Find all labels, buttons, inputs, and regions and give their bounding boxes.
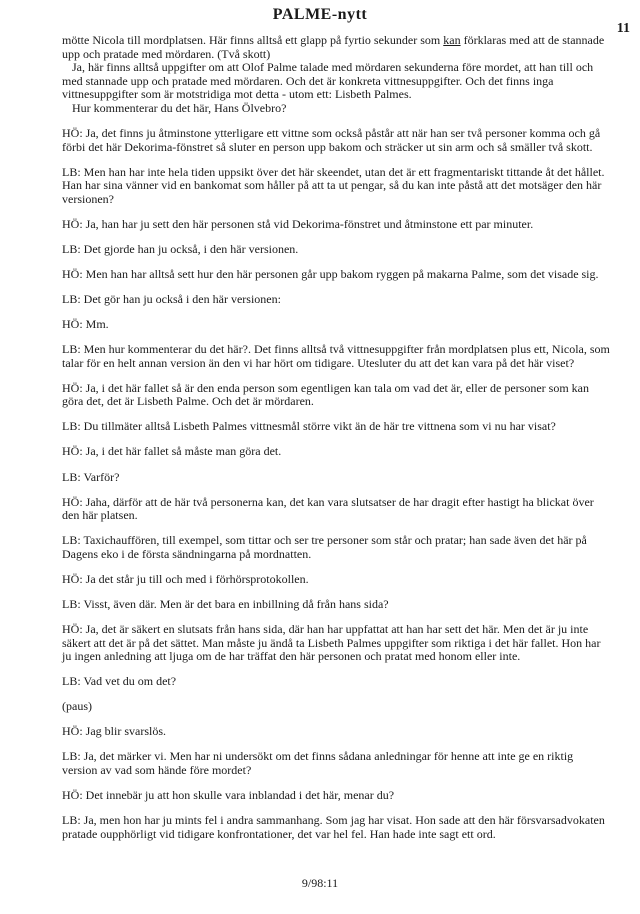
page-number: 11	[616, 21, 630, 36]
dialogue-line: LB: Ja, men hon har ju mints fel i andra sammanhang. Som jag har visat. Hon sade att den här försvarsadvokaten pratade oupphörligt vid tidigare konfrontationer, det var hel fel. Han hade inte sagt ett ord.	[62, 813, 605, 841]
intro-paragraph-3: Hur kommenterar du det här, Hans Ölvebro?	[72, 100, 287, 115]
dialogue-line: HÖ: Ja, det är säkert en slutsats från hans sida, där han har uppfattat att han har sett det här. Men det är ju inte säkert att det är på det sättet. Man måste ju ändå ta Lisbeth Palmes uppgifter som riktiga i det här fallet. Hon har ju ingen anledning att ljuga om de har träffat den här personen och pratat med honom eller inte.	[62, 622, 601, 663]
dialogue-line: HÖ: Jag blir svarslös.	[62, 724, 166, 739]
dialogue-line: HÖ: Ja, i det här fallet så är den enda person som egentligen kan tala om vad det är, eller de personer som kan göra det, det är Lisbeth Palme. Och det är mördaren.	[62, 380, 589, 409]
dialogue-line: LB: Du tillmäter alltså Lisbeth Palmes vittnesmål större vikt än de här tre vittnena som vi nu har visat?	[62, 419, 556, 434]
intro-text-a: mötte Nicola till mordplatsen. Här finns alltså ett glapp på fyrtio sekunder som	[62, 33, 444, 47]
intro-section	[62, 34, 610, 115]
dialogue-line: HÖ: Det innebär ju att hon skulle vara inblandad i det här, menar du?	[62, 787, 395, 802]
dialogue-line: LB: Taxichauffören, till exempel, som tittar och ser tre personer som står och pratar; han sade även det här på Dagens eko i de första sändningarna på mordnatten.	[62, 533, 587, 561]
dialogue-line: HÖ: Jaha, därför att de här två personerna kan, det kan vara slutsatser de har dragit efter hastigt ha blickat över den här platsen.	[62, 494, 594, 523]
underlined-word: kan	[443, 33, 461, 47]
dialogue	[62, 127, 610, 841]
dialogue-line: HÖ: Ja, han har ju sett den här personen stå vid Dekorima-fönstret und åtminstone ett par minuter.	[62, 216, 534, 231]
dialogue-line: LB: Visst, även där. Men är det bara en inbillning då från hans sida?	[62, 596, 389, 611]
dialogue-line: LB: Det gör han ju också i den här versionen:	[62, 291, 281, 306]
dialogue-line: LB: Men han har inte hela tiden uppsikt över det här skeendet, utan det är ett fragmentariskt tittande åt det hållet. Han har sina vänner vid en bankomat som håller på att ta ut pengar, så du kan inte påstå att det motsäger den här versionen?	[62, 164, 605, 206]
page-title: PALME-nytt	[272, 6, 368, 23]
intro-text-b: förklaras med att de stannade upp och pratade med mördaren. (Två skott)	[62, 33, 605, 61]
dialogue-line: HÖ: Men han har alltså sett hur den här personen går upp bakom ryggen på makarna Palme, som det visade sig.	[62, 266, 599, 281]
dialogue-line: HÖ: Mm.	[62, 317, 109, 332]
dialogue-line: HÖ: Ja, i det här fallet så måste man göra det.	[62, 444, 282, 459]
article-body	[62, 34, 610, 853]
dialogue-line: LB: Vad vet du om det?	[62, 674, 177, 689]
intro-paragraph-1	[62, 34, 610, 61]
dialogue-line: LB: Men hur kommenterar du det här?. Det finns alltså två vittnesuppgifter från mordplatsen plus ett, Nicola, som talar för en helt annan version än den vi har hört om tidigare. Utesluter du att det kan vara på det här viset?	[62, 342, 610, 370]
dialogue-line: (paus)	[62, 699, 92, 714]
footer-issue-code: 9/98:11	[301, 876, 339, 890]
dialogue-line: LB: Varför?	[62, 469, 120, 484]
dialogue-line: HÖ: Ja det står ju till och med i förhörsprotokollen.	[62, 571, 309, 586]
intro-paragraph-2: Ja, här finns alltså uppgifter om att Olof Palme talade med mördaren sekunderna före mordet, att han till och med stannade upp och pratade med mördaren. Och det är konkreta vittnesuppgifter. Och det finns inga vittnesuppgifter som är motstridiga mot detta - utom ett: Lisbeth Palmes.	[62, 60, 594, 101]
dialogue-line: LB: Det gjorde han ju också, i den här versionen.	[62, 241, 299, 256]
dialogue-line: LB: Ja, det märker vi. Men har ni undersökt om det finns sådana anledningar för henne att inte ge en riktig version av vad som hände före mordet?	[62, 749, 574, 777]
dialogue-line: HÖ: Ja, det finns ju åtminstone ytterligare ett vittne som också påstår att när han ser två personer komma och gå förbi det här Dekorima-fönstret så sluter en person upp bakom och sträcker ut sin arm och så smäller två skott.	[62, 126, 601, 154]
